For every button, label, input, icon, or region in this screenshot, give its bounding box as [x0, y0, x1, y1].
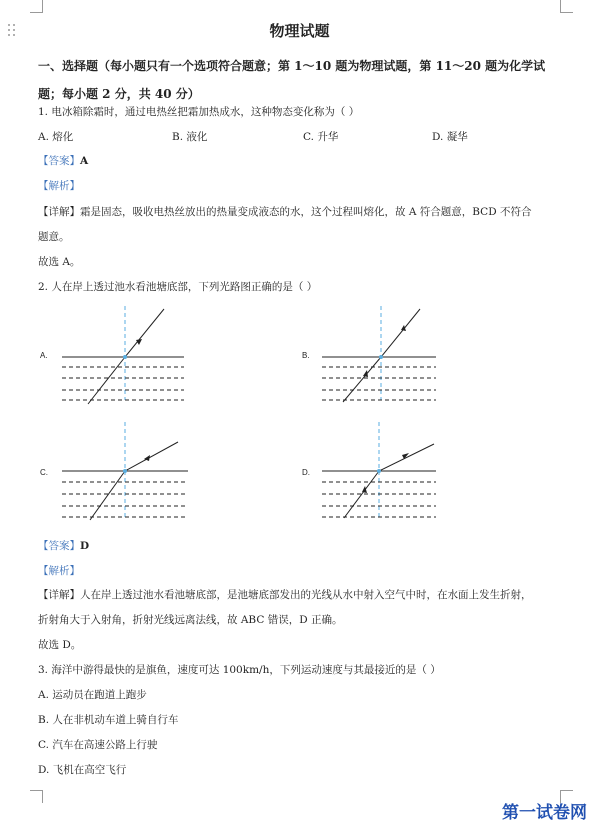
- diagram-c-label: C.: [40, 468, 48, 477]
- q1-analysis-label: 【解析】: [38, 180, 80, 192]
- q3-option-d: D. 飞机在高空飞行: [38, 764, 127, 776]
- detail-text: 霜是固态，吸收电热丝放出的热量变成液态的水，这个过程叫熔化，故 A 符合题意，BCD 不符合: [80, 206, 532, 218]
- arrow-icon: [401, 325, 406, 331]
- diagram-d: [300, 420, 450, 525]
- diagram-d-label: D.: [302, 468, 310, 477]
- q2-detail: [38, 587, 532, 602]
- watermark: 第一试卷网: [502, 803, 587, 823]
- q2-detail-line-2: 折射角大于入射角，折射光线远离法线，故 ABC 错误，D 正确。: [38, 614, 343, 626]
- detail-label: 【详解】: [38, 589, 80, 601]
- diagram-a-label: A.: [40, 351, 48, 360]
- diagram-b-label: B.: [302, 351, 310, 360]
- corner-mark-top-right: [560, 0, 573, 13]
- corner-mark-top-left: [30, 0, 43, 13]
- incidence-point: [379, 355, 383, 359]
- q2-stem: 2. 人在岸上透过池水看池塘底部，下列光路图正确的是（ ）: [38, 281, 318, 293]
- q3-stem: 3. 海洋中游得最快的是旗鱼，速度可达 100km/h，下列运动速度与其最接近的是（ ）: [38, 664, 441, 676]
- answer-label: 【答案】: [38, 540, 80, 552]
- light-ray-air: [125, 309, 164, 357]
- arrow-icon: [363, 370, 368, 377]
- answer-label: 【答案】: [38, 155, 80, 167]
- incidence-point: [377, 469, 381, 473]
- q3-option-c: C. 汽车在高速公路上行驶: [38, 739, 158, 751]
- q2-analysis-label: 【解析】: [38, 565, 80, 577]
- light-ray-air: [381, 309, 420, 357]
- page-title: 物理试题: [269, 22, 330, 40]
- section-heading: [38, 52, 545, 108]
- q2-conclusion: 故选 D。: [38, 639, 82, 651]
- light-ray-air: [125, 442, 178, 471]
- q1-option-a: A. 熔化: [38, 131, 74, 143]
- section-heading-line-1: 一、选择题（每小题只有一个选项符合题意；第 1～10 题为物理试题，第 11～20 题为化学试: [38, 59, 546, 73]
- q3-option-b: B. 人在非机动车道上骑自行车: [38, 714, 179, 726]
- q1-stem: 1. 电冰箱除霜时，通过电热丝把霜加热成水，这种物态变化称为（ ）: [38, 106, 360, 118]
- diagram-b: [300, 304, 450, 404]
- light-ray-water: [88, 357, 125, 404]
- answer-value: D: [80, 540, 90, 552]
- q1-detail-line-2: 题意。: [38, 231, 70, 243]
- q1-answer: [38, 153, 88, 168]
- light-ray-air: [379, 444, 434, 471]
- q1-detail: [38, 204, 531, 219]
- section-heading-line-2: 题；每小题 2 分，共 40 分）: [38, 87, 200, 101]
- q1-option-d: D. 凝华: [432, 131, 468, 143]
- detail-label: 【详解】: [38, 206, 80, 218]
- q1-option-c: C. 升华: [303, 131, 339, 143]
- q1-option-b: B. 液化: [172, 131, 208, 143]
- light-ray-water: [343, 357, 381, 402]
- diagram-c: [38, 420, 198, 525]
- detail-text: 人在岸上透过池水看池塘底部，是池塘底部发出的光线从水中射入空气中时，在水面上发生折射，: [80, 589, 532, 601]
- incidence-point: [123, 355, 127, 359]
- incidence-point: [123, 469, 127, 473]
- light-ray-water: [90, 471, 125, 520]
- q1-conclusion: 故选 A。: [38, 256, 81, 268]
- q2-answer: [38, 538, 89, 553]
- answer-value: A: [80, 155, 89, 167]
- q3-option-a: A. 运动员在跑道上跑步: [38, 689, 147, 701]
- diagram-a: [38, 304, 188, 404]
- corner-mark-bottom-left: [30, 790, 43, 803]
- arrow-icon: [362, 486, 367, 493]
